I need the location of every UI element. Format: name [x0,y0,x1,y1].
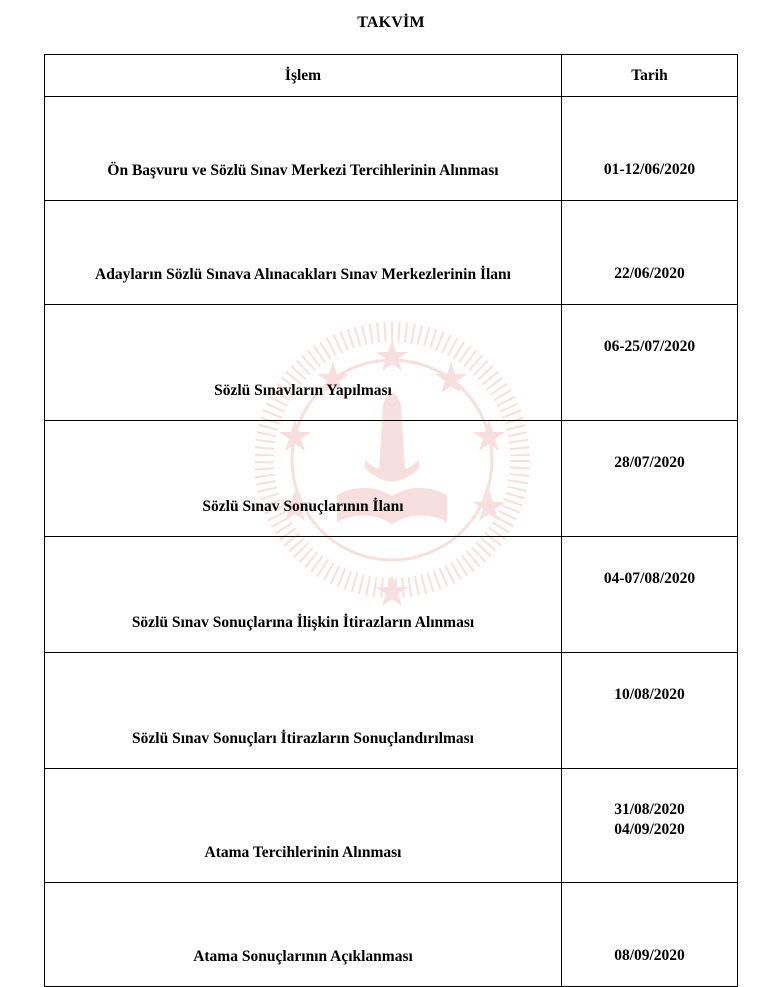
table-row [45,305,738,421]
date-cell: 08/09/2020 [562,883,738,987]
table-row [45,653,738,769]
table-row [45,201,738,305]
date-line: 31/08/2020 [614,801,685,818]
date-line: 04/09/2020 [614,821,685,838]
process-cell: Sözlü Sınav Sonuçları İtirazların Sonuçlandırılması [45,653,562,769]
process-cell: Adayların Sözlü Sınava Alınacakları Sınav Merkezlerinin İlanı [45,201,562,305]
date-cell: 04-07/08/2020 [562,537,738,653]
table-row [45,769,738,883]
date-cell: 10/08/2020 [562,653,738,769]
date-cell [562,769,738,883]
date-column-header: Tarih [562,55,738,97]
date-cell: 22/06/2020 [562,201,738,305]
process-cell: Atama Tercihlerinin Alınması [45,769,562,883]
process-cell: Sözlü Sınav Sonuçlarının İlanı [45,421,562,537]
process-cell: Atama Sonuçlarının Açıklanması [45,883,562,987]
process-cell: Ön Başvuru ve Sözlü Sınav Merkezi Tercihlerinin Alınması [45,97,562,201]
process-cell: Sözlü Sınav Sonuçlarına İlişkin İtirazların Alınması [45,537,562,653]
table-row [45,883,738,987]
date-cell: 01-12/06/2020 [562,97,738,201]
header-row [45,55,738,97]
date-cell: 28/07/2020 [562,421,738,537]
process-cell: Sözlü Sınavların Yapılması [45,305,562,421]
table-row [45,537,738,653]
table-row [45,421,738,537]
calendar-table [44,54,738,987]
page-title: TAKVİM [357,14,425,31]
table-row [45,97,738,201]
process-column-header: İşlem [45,55,562,97]
date-cell: 06-25/07/2020 [562,305,738,421]
